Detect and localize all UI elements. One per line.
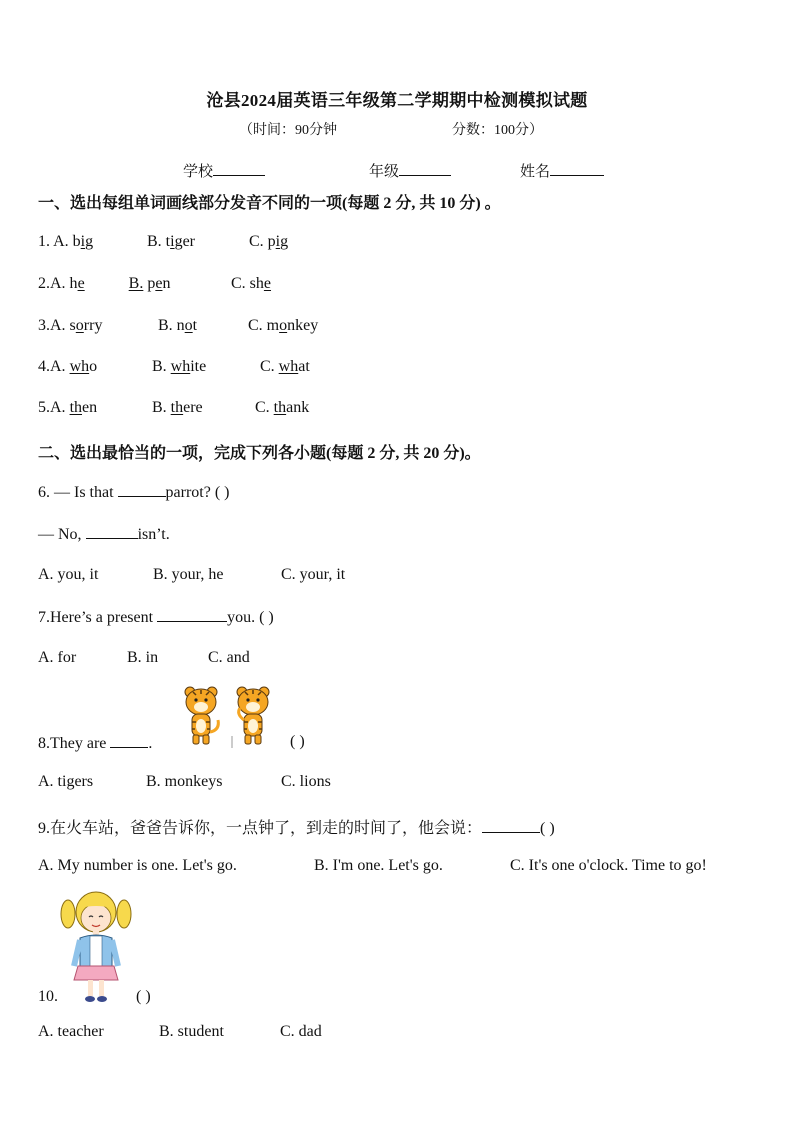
q6-blank-1[interactable] [118, 482, 166, 497]
exam-score: 分数：100分） [452, 123, 543, 138]
q6-blank-2[interactable] [86, 524, 138, 539]
q6-option-b[interactable]: B. your, he [153, 566, 224, 583]
section1-heading: 一、选出每组单词画线部分发音不同的一项(每题 2 分, 共 10 分) 。 [38, 195, 501, 212]
q9-stem: 9.在火车站，爸爸告诉你，一点钟了，到走的时间了，他会说： ( ) [38, 820, 555, 837]
grade-field[interactable] [369, 160, 451, 181]
page-title: 沧县2024届英语三年级第二学期期中检测模拟试题 [206, 91, 588, 110]
q8-option-c[interactable]: C. lions [281, 773, 331, 790]
q8-answer-paren[interactable]: ( ) [290, 733, 305, 750]
q10-option-a[interactable]: A. teacher [38, 1023, 104, 1040]
q1-option-c: C. pig [249, 233, 289, 250]
q7-blank[interactable] [157, 607, 227, 622]
q1-option-b: B. tiger [147, 233, 196, 250]
q6-option-c[interactable]: C. your, it [281, 566, 346, 583]
tiger-icon [237, 687, 269, 744]
q9-blank[interactable] [482, 818, 540, 833]
q6-reply: — No, isn’t. [38, 526, 170, 543]
q8-stem: 8.They are . [38, 735, 153, 752]
q1-option-a: 1. A. big [38, 233, 94, 250]
q7-option-a[interactable]: A. for [38, 649, 77, 666]
q8-blank[interactable] [110, 733, 148, 748]
q7-option-b[interactable]: B. in [127, 649, 159, 666]
q9-option-b[interactable]: B. I'm one. Let's go. [314, 857, 443, 874]
tiger-icon [185, 687, 218, 744]
q4-option-a: 4.A. who [38, 358, 98, 375]
q9-option-a[interactable]: A. My number is one. Let's go. [38, 857, 237, 874]
q6-stem: 6. — Is that parrot? ( ) [38, 484, 230, 501]
name-field[interactable] [520, 160, 604, 181]
q5-option-c: C. thank [255, 399, 310, 416]
q7-stem: 7.Here’s a present you. ( ) [38, 609, 274, 626]
q3-option-c: C. monkey [248, 317, 319, 334]
q8-option-a[interactable]: A. tigers [38, 773, 94, 790]
q10-option-c[interactable]: C. dad [280, 1023, 322, 1040]
q9-option-c[interactable]: C. It's one o'clock. Time to go! [510, 857, 707, 874]
q2-option-a: 2.A. he B. pen [38, 275, 171, 292]
q6-option-a[interactable]: A. you, it [38, 566, 99, 583]
q7-option-c[interactable]: C. and [208, 649, 250, 666]
q4-option-b: B. white [152, 358, 207, 375]
grade-label: 年级 [369, 164, 400, 180]
girl-icon [61, 892, 131, 1002]
two-tigers-image [176, 684, 280, 748]
q10-answer-paren[interactable]: ( ) [136, 988, 151, 1005]
q5-option-a: 5.A. then [38, 399, 98, 416]
q4-option-c: C. what [260, 358, 310, 375]
q3-option-a: 3.A. sorry [38, 317, 103, 334]
q8-option-b[interactable]: B. monkeys [146, 773, 223, 790]
school-label: 学校 [183, 164, 214, 180]
q9-answer-paren[interactable]: ( ) [540, 820, 555, 837]
q3-option-b: B. not [158, 317, 198, 334]
exam-time: （时间：90分钟 [239, 123, 337, 138]
section2-heading: 二、选出最恰当的一项，完成下列各小题(每题 2 分, 共 20 分)。 [38, 445, 481, 462]
name-label: 姓名 [520, 164, 551, 180]
school-field[interactable] [183, 160, 265, 181]
girl-student-image [60, 888, 132, 1006]
q5-option-b: B. there [152, 399, 203, 416]
q10-stem: 10. [38, 988, 58, 1005]
q10-option-b[interactable]: B. student [159, 1023, 224, 1040]
q2-option-c: C. she [231, 275, 272, 292]
